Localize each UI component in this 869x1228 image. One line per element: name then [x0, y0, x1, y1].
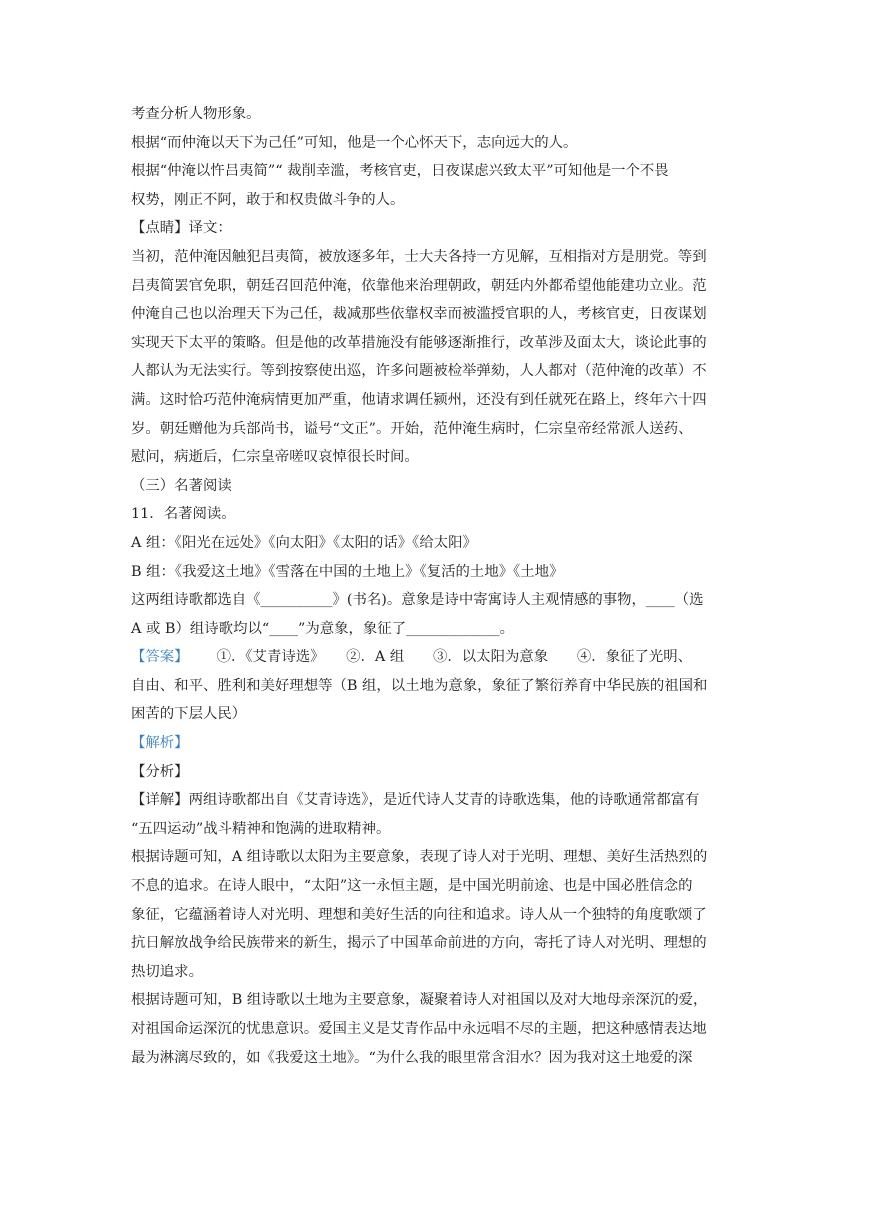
answer-line-1: [131, 643, 743, 672]
group-a: A 组：《阳光在远处》《向太阳》《太阳的话》《给太阳》: [131, 534, 477, 551]
translation-line-4: 实现天下太平的策略。但是他的改革措施没有能够逐渐推行，改革涉及面太大，谈论此事的: [131, 334, 707, 351]
question-line-1: 这两组诗歌都选自《__________》(书名)。意象是诗中寄寓诗人主观情感的事物，____（选: [131, 592, 704, 609]
line-analysis-2b: 权势，刚正不阿，敢于和权贵做斗争的人。: [131, 191, 405, 208]
detail-b-line-3: 最为淋漓尽致的，如《我爱这土地》。“为什么我的眼里常含泪水？因为我对这土地爱的深: [131, 1049, 693, 1066]
line-analysis-intro: 考查分析人物形象。: [131, 106, 261, 122]
section-heading: （三）名著阅读: [131, 477, 232, 494]
detail-b-line-2: 对祖国命运深沉的忧患意识。爱国主义是艾青作品中永远唱不尽的主题，把这种感情表达地: [131, 1021, 707, 1037]
detail-b-line-1: 根据诗题可知，B 组诗歌以土地为主要意象，凝聚着诗人对祖国以及对大地母亲深沉的爱，: [131, 992, 708, 1009]
translation-line-7: 岁。朝廷赠他为兵部尚书，谥号“文正”。开始，范仲淹生病时，仁宗皇帝经常派人送药、: [131, 420, 693, 437]
translation-line-3: 仲淹自己也以治理天下为己任，裁减那些依靠权幸而被滥授官职的人，考核官吏，日夜谋划: [131, 306, 707, 323]
line-analysis-1: 根据“而仲淹以天下为己任”可知，他是一个心怀天下，志向远大的人。: [131, 134, 578, 151]
detail-a-line-5: 热切追求。: [131, 963, 203, 980]
translation-line-2: 吕夷简罢官免职，朝廷召回范仲淹，依靠他来治理朝政，朝廷内外都希望他能建功立业。范: [131, 277, 707, 294]
detail-a-line-2: 不息的追求。在诗人眼中，“太阳”这一永恒主题，是中国光明前途、也是中国必胜信念的: [131, 878, 693, 895]
group-b: B 组：《我爱这土地》《雪落在中国的土地上》《复活的土地》《土地》: [131, 563, 564, 580]
detail-a-line-1: 根据诗题可知，A 组诗歌以太阳为主要意象，表现了诗人对于光明、理想、美好生活热烈的: [131, 849, 708, 866]
translation-line-1: 当初，范仲淹因触犯吕夷简，被放逐多年，士大夫各持一方见解，互相指对方是朋党。等到: [131, 248, 707, 265]
detail-line-2: “五四运动”战斗精神和饱满的进取精神。: [131, 820, 391, 837]
translation-line-8: 慰问，病逝后，仁宗皇帝嗟叹哀悼很长时间。: [131, 449, 419, 466]
document-body: [131, 100, 743, 1072]
translation-line-6: 满。这时恰巧范仲淹病情更加严重，他请求调任颍州，还没有到任就死在路上，终年六十四: [131, 391, 707, 408]
detail-line-1: 【详解】两组诗歌都出自《艾青诗选》，是近代诗人艾青的诗歌选集，他的诗歌通常都富有: [131, 792, 700, 809]
question-number: 11．名著阅读。: [131, 506, 236, 523]
question-line-2: A 或 B）组诗歌均以“____”为意象，象征了_____________。: [131, 620, 515, 637]
dianjing-heading: 【点睛】译文：: [131, 220, 232, 237]
jiexi-tag: 【解析】: [131, 735, 189, 752]
detail-a-line-4: 抗日解放战争给民族带来的新生，揭示了中国革命前进的方向，寄托了诗人对光明、理想的: [131, 935, 707, 952]
line-analysis-2a: 根据“仲淹以忤吕夷简”“ 裁削幸滥，考核官吏，日夜谋虑兴致太平”可知他是一个不畏: [131, 163, 669, 180]
fenxi-heading: 【分析】: [131, 763, 189, 780]
answer-line-2: 自由、和平、胜利和美好理想等（B 组，以土地为意象，象征了繁衍养育中华民族的祖国和: [131, 677, 708, 694]
detail-a-line-3: 象征，它蕴涵着诗人对光明、理想和美好生活的向往和追求。诗人从一个独特的角度歌颂了: [131, 906, 707, 923]
translation-line-5: 人都认为无法实行。等到按察使出巡，许多问题被检举弹劾，人人都对（范仲淹的改革）不: [131, 363, 707, 380]
answer-tag: 【答案】: [131, 649, 189, 666]
answer-line-3: 困苦的下层人民）: [131, 706, 247, 723]
answer-body: ①．《艾青诗选》 ②．A 组 ③．以太阳为意象 ④．象征了光明、: [216, 649, 693, 666]
